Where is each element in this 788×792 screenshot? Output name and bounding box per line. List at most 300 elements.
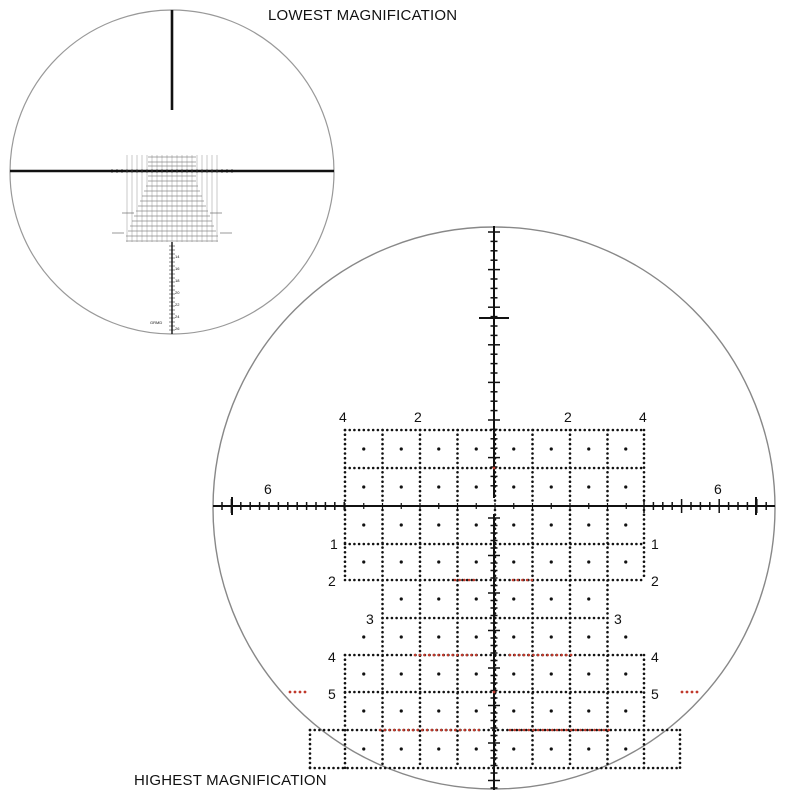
grid-center-dot [400, 447, 403, 450]
grid-dot-row [475, 579, 478, 582]
grid-dot-row [598, 691, 601, 694]
grid-dot-row [428, 579, 431, 582]
grid-dot-column [381, 443, 384, 446]
grid-dot-column [569, 542, 572, 545]
grid-dot-column [606, 513, 609, 516]
grid-dot-column [569, 462, 572, 465]
grid-center-dot [362, 523, 365, 526]
grid-dot-row [635, 543, 638, 546]
grid-dot-row [377, 543, 380, 546]
red-hold-marker [435, 729, 438, 732]
grid-center-dot [624, 709, 627, 712]
grid-center-dot [587, 709, 590, 712]
grid-dot-column [569, 659, 572, 662]
grid-dot-column [419, 716, 422, 719]
grid-dot-column [419, 697, 422, 700]
grid-dot-row [417, 767, 420, 770]
grid-dot-column [494, 471, 497, 474]
grid-dot-column [419, 433, 422, 436]
grid-dot-column [569, 452, 572, 455]
grid-dot-column [456, 603, 459, 606]
low-tree-grid [112, 155, 232, 242]
grid-dot-row [438, 617, 441, 620]
grid-center-dot [437, 447, 440, 450]
grid-dot-row [583, 543, 586, 546]
grid-dot-row [351, 767, 354, 770]
grid-dot-row [475, 691, 478, 694]
grid-dot-row [508, 467, 511, 470]
grid-dot-column [344, 462, 347, 465]
grid-dot-row [431, 767, 434, 770]
grid-dot-column [381, 673, 384, 676]
red-hold-marker [493, 691, 496, 694]
grid-dot-column [569, 551, 572, 554]
grid-dot-row [513, 543, 516, 546]
grid-dot-column [606, 523, 609, 526]
grid-dot-column [419, 711, 422, 714]
grid-dot-column [456, 457, 459, 460]
grid-dot-column [344, 438, 347, 441]
grid-dot-row [480, 579, 483, 582]
grid-dot-column [569, 443, 572, 446]
grid-dot-column [569, 607, 572, 610]
grid-dot-row [471, 429, 474, 432]
grid-dot-row [487, 729, 490, 732]
red-hold-marker [518, 729, 521, 732]
grid-dot-column [456, 725, 459, 728]
grid-dot-column [606, 448, 609, 451]
grid-dot-row [602, 543, 605, 546]
red-hold-marker [477, 729, 480, 732]
grid-dot-row [602, 429, 605, 432]
grid-dot-column [381, 509, 384, 512]
grid-dot-column [531, 471, 534, 474]
grid-dot-row [386, 467, 389, 470]
grid-dot-column [344, 570, 347, 573]
grid-dot-row [619, 729, 622, 732]
grid-center-dot [587, 447, 590, 450]
red-hold-marker [289, 691, 292, 694]
grid-dot-row [518, 429, 521, 432]
grid-dot-row [395, 579, 398, 582]
grid-dot-column [344, 757, 347, 760]
grid-dot-row [633, 729, 636, 732]
grid-dot-column [381, 763, 384, 766]
grid-dot-row [370, 729, 373, 732]
windage-label-top-left-4: 4 [339, 409, 347, 425]
grid-dot-row [630, 691, 633, 694]
red-hold-marker [509, 729, 512, 732]
grid-dot-column [494, 448, 497, 451]
grid-dot-row [461, 617, 464, 620]
grid-dot-column [606, 603, 609, 606]
grid-center-dot [624, 635, 627, 638]
grid-dot-row [372, 579, 375, 582]
grid-dot-column [494, 716, 497, 719]
grid-dot-column [381, 664, 384, 667]
grid-dot-column [344, 476, 347, 479]
grid-dot-row [536, 579, 539, 582]
grid-dot-row [630, 467, 633, 470]
grid-dot-column [531, 485, 534, 488]
grid-dot-column [381, 452, 384, 455]
grid-dot-row [367, 654, 370, 657]
grid-dot-column [494, 570, 497, 573]
grid-dot-column [606, 716, 609, 719]
grid-dot-row [560, 691, 563, 694]
grid-dot-row [630, 429, 633, 432]
grid-dot-column [643, 528, 646, 531]
grid-dot-column [419, 556, 422, 559]
grid-dot-row [616, 429, 619, 432]
red-hold-marker [542, 729, 545, 732]
grid-dot-column [456, 429, 459, 432]
grid-dot-column [531, 429, 534, 432]
grid-center-dot [512, 523, 515, 526]
grid-dot-column [381, 485, 384, 488]
red-hold-marker [428, 654, 431, 657]
grid-dot-row [323, 767, 326, 770]
grid-dot-row [483, 767, 486, 770]
red-hold-marker [526, 579, 529, 582]
grid-dot-row [391, 691, 394, 694]
grid-dot-column [531, 560, 534, 563]
grid-dot-column [381, 706, 384, 709]
grid-center-dot [475, 447, 478, 450]
grid-dot-column [494, 575, 497, 578]
grid-dot-row [574, 429, 577, 432]
grid-dot-column [344, 452, 347, 455]
grid-dot-row [626, 543, 629, 546]
grid-center-dot [362, 560, 365, 563]
grid-dot-column [344, 677, 347, 680]
grid-dot-row [588, 654, 591, 657]
grid-dot-column [606, 499, 609, 502]
grid-dot-row [527, 429, 530, 432]
grid-dot-column [606, 443, 609, 446]
grid-dot-row [598, 543, 601, 546]
grid-dot-row [424, 617, 427, 620]
red-hold-marker [516, 579, 519, 582]
grid-dot-row [424, 543, 427, 546]
grid-dot-column [606, 753, 609, 756]
grid-dot-row [469, 767, 472, 770]
grid-dot-column [569, 471, 572, 474]
grid-center-dot [400, 672, 403, 675]
grid-dot-column [679, 743, 682, 746]
grid-dot-column [643, 443, 646, 446]
grid-dot-column [643, 715, 646, 718]
grid-dot-row [353, 543, 356, 546]
grid-dot-row [588, 691, 591, 694]
grid-dot-column [494, 664, 497, 667]
grid-dot-row [405, 691, 408, 694]
red-hold-marker [454, 579, 457, 582]
grid-dot-column [494, 650, 497, 653]
grid-dot-column [381, 744, 384, 747]
grid-dot-column [531, 575, 534, 578]
grid-dot-column [531, 692, 534, 695]
grid-dot-column [456, 537, 459, 540]
grid-dot-column [679, 752, 682, 755]
grid-dot-row [497, 767, 500, 770]
low-drop-label: 24 [175, 314, 180, 319]
grid-dot-row [583, 467, 586, 470]
grid-dot-row [489, 654, 492, 657]
grid-dot-row [410, 543, 413, 546]
grid-dot-column [531, 711, 534, 714]
grid-dot-column [606, 532, 609, 535]
grid-dot-row [671, 767, 674, 770]
grid-dot-row [480, 654, 483, 657]
grid-center-dot [512, 447, 515, 450]
grid-dot-column [309, 729, 312, 732]
grid-dot-column [643, 537, 646, 540]
red-hold-marker [407, 729, 410, 732]
grid-dot-column [419, 513, 422, 516]
grid-dot-row [567, 767, 570, 770]
grid-dot-row [546, 429, 549, 432]
grid-dot-column [494, 683, 497, 686]
grid-dot-row [403, 767, 406, 770]
grid-dot-row [405, 654, 408, 657]
grid-dot-column [531, 499, 534, 502]
grid-dot-row [574, 617, 577, 620]
grid-dot-row [640, 543, 643, 546]
grid-dot-row [579, 654, 582, 657]
red-hold-marker [294, 691, 297, 694]
grid-dot-column [606, 528, 609, 531]
grid-dot-row [464, 767, 467, 770]
grid-dot-column [531, 480, 534, 483]
row-label-left-4: 4 [328, 649, 336, 665]
grid-dot-column [606, 607, 609, 610]
grid-dot-column [419, 589, 422, 592]
grid-dot-row [616, 691, 619, 694]
grid-dot-column [569, 697, 572, 700]
grid-dot-row [536, 467, 539, 470]
grid-dot-column [419, 706, 422, 709]
grid-dot-column [419, 640, 422, 643]
red-hold-marker [551, 729, 554, 732]
grid-dot-column [531, 448, 534, 451]
grid-dot-row [574, 654, 577, 657]
grid-dot-row [400, 691, 403, 694]
grid-dot-column [309, 733, 312, 736]
grid-dot-row [518, 691, 521, 694]
grid-dot-column [419, 734, 422, 737]
grid-dot-row [598, 429, 601, 432]
grid-dot-column [569, 631, 572, 634]
grid-dot-row [508, 691, 511, 694]
grid-dot-column [606, 631, 609, 634]
grid-dot-row [513, 467, 516, 470]
grid-dot-column [456, 560, 459, 563]
grid-dot-column [456, 683, 459, 686]
grid-dot-column [419, 631, 422, 634]
grid-center-dot [362, 485, 365, 488]
grid-dot-column [419, 748, 422, 751]
grid-dot-column [531, 490, 534, 493]
grid-dot-row [565, 429, 568, 432]
grid-dot-column [569, 626, 572, 629]
grid-dot-column [531, 528, 534, 531]
red-hold-marker [445, 729, 448, 732]
red-hold-marker [560, 729, 563, 732]
grid-dot-column [494, 462, 497, 465]
grid-dot-row [485, 691, 488, 694]
grid-dot-column [381, 462, 384, 465]
row-label-left-1: 1 [330, 536, 338, 552]
grid-dot-column [531, 495, 534, 498]
grid-dot-column [419, 448, 422, 451]
low-drop-label: 18 [175, 278, 180, 283]
grid-dot-column [381, 697, 384, 700]
grid-dot-row [550, 617, 553, 620]
grid-dot-row [360, 767, 363, 770]
red-hold-marker [421, 729, 424, 732]
grid-dot-column [456, 598, 459, 601]
grid-dot-column [419, 598, 422, 601]
grid-dot-row [621, 654, 624, 657]
grid-dot-column [456, 570, 459, 573]
grid-dot-row [386, 579, 389, 582]
grid-dot-row [522, 691, 525, 694]
grid-dot-row [442, 691, 445, 694]
grid-dot-row [624, 729, 627, 732]
red-hold-marker [691, 691, 694, 694]
red-hold-marker [388, 729, 391, 732]
low-drop-label: 26 [175, 326, 180, 331]
grid-dot-row [621, 467, 624, 470]
grid-dot-column [344, 734, 347, 737]
grid-dot-column [344, 528, 347, 531]
grid-dot-column [456, 499, 459, 502]
grid-dot-column [456, 669, 459, 672]
grid-dot-row [475, 543, 478, 546]
grid-center-dot [475, 709, 478, 712]
low-drop-label: 14 [175, 254, 180, 259]
grid-dot-column [494, 673, 497, 676]
grid-dot-column [569, 603, 572, 606]
grid-dot-column [531, 640, 534, 643]
red-hold-marker [565, 654, 568, 657]
grid-dot-column [494, 537, 497, 540]
grid-dot-column [531, 706, 534, 709]
grid-dot-column [606, 683, 609, 686]
grid-dot-column [643, 485, 646, 488]
grid-dot-row [633, 767, 636, 770]
grid-dot-column [531, 598, 534, 601]
high-crosshair [213, 226, 775, 790]
grid-dot-column [494, 753, 497, 756]
grid-dot-row [438, 691, 441, 694]
grid-dot-column [494, 589, 497, 592]
grid-dot-row [593, 543, 596, 546]
grid-dot-column [531, 565, 534, 568]
grid-dot-column [643, 673, 646, 676]
grid-dot-column [531, 523, 534, 526]
grid-dot-column [494, 607, 497, 610]
grid-center-dot [512, 560, 515, 563]
grid-dot-column [531, 734, 534, 737]
grid-dot-row [485, 579, 488, 582]
grid-dot-column [381, 429, 384, 432]
grid-dot-row [391, 617, 394, 620]
red-hold-marker [473, 729, 476, 732]
grid-dot-column [531, 753, 534, 756]
grid-dot-row [442, 543, 445, 546]
grid-dot-column [531, 687, 534, 690]
grid-dot-column [419, 692, 422, 695]
grid-dot-column [569, 593, 572, 596]
grid-dot-row [652, 767, 655, 770]
grid-dot-column [643, 720, 646, 723]
grid-dot-column [456, 546, 459, 549]
grid-dot-row [386, 691, 389, 694]
grid-dot-column [344, 575, 347, 578]
grid-dot-row [597, 617, 600, 620]
grid-dot-column [419, 603, 422, 606]
grid-dot-column [531, 720, 534, 723]
red-hold-marker [681, 691, 684, 694]
grid-dot-column [606, 748, 609, 751]
grid-dot-row [546, 691, 549, 694]
grid-dot-column [531, 589, 534, 592]
grid-center-dot [400, 747, 403, 750]
grid-dot-row [337, 767, 340, 770]
grid-dot-column [494, 551, 497, 554]
grid-dot-column [494, 565, 497, 568]
grid-dot-column [494, 532, 497, 535]
grid-dot-column [381, 659, 384, 662]
grid-dot-column [494, 744, 497, 747]
grid-dot-row [386, 654, 389, 657]
grid-dot-column [419, 457, 422, 460]
grid-dot-row [356, 767, 359, 770]
grid-dot-column [344, 433, 347, 436]
grid-dot-column [569, 622, 572, 625]
red-hold-marker [475, 654, 478, 657]
grid-dot-column [643, 490, 646, 493]
row-label-right-4: 4 [651, 649, 659, 665]
grid-dot-row [438, 467, 441, 470]
row-label-right-1: 1 [651, 536, 659, 552]
grid-dot-column [381, 645, 384, 648]
grid-dot-column [381, 495, 384, 498]
grid-dot-row [574, 691, 577, 694]
grid-dot-row [520, 767, 523, 770]
grid-dot-column [606, 612, 609, 615]
grid-dot-column [456, 612, 459, 615]
red-hold-marker [560, 654, 563, 657]
grid-dot-column [381, 716, 384, 719]
grid-dot-row [593, 617, 596, 620]
grid-dot-column [419, 570, 422, 573]
grid-dot-column [344, 480, 347, 483]
grid-dot-row [565, 543, 568, 546]
grid-dot-row [640, 691, 643, 694]
grid-center-dot [362, 747, 365, 750]
grid-dot-column [456, 692, 459, 695]
grid-dot-column [381, 565, 384, 568]
grid-dot-row [640, 654, 643, 657]
grid-dot-row [400, 579, 403, 582]
low-drop-labels [175, 254, 180, 331]
grid-dot-column [643, 560, 646, 563]
grid-dot-row [508, 429, 511, 432]
grid-dot-column [419, 593, 422, 596]
